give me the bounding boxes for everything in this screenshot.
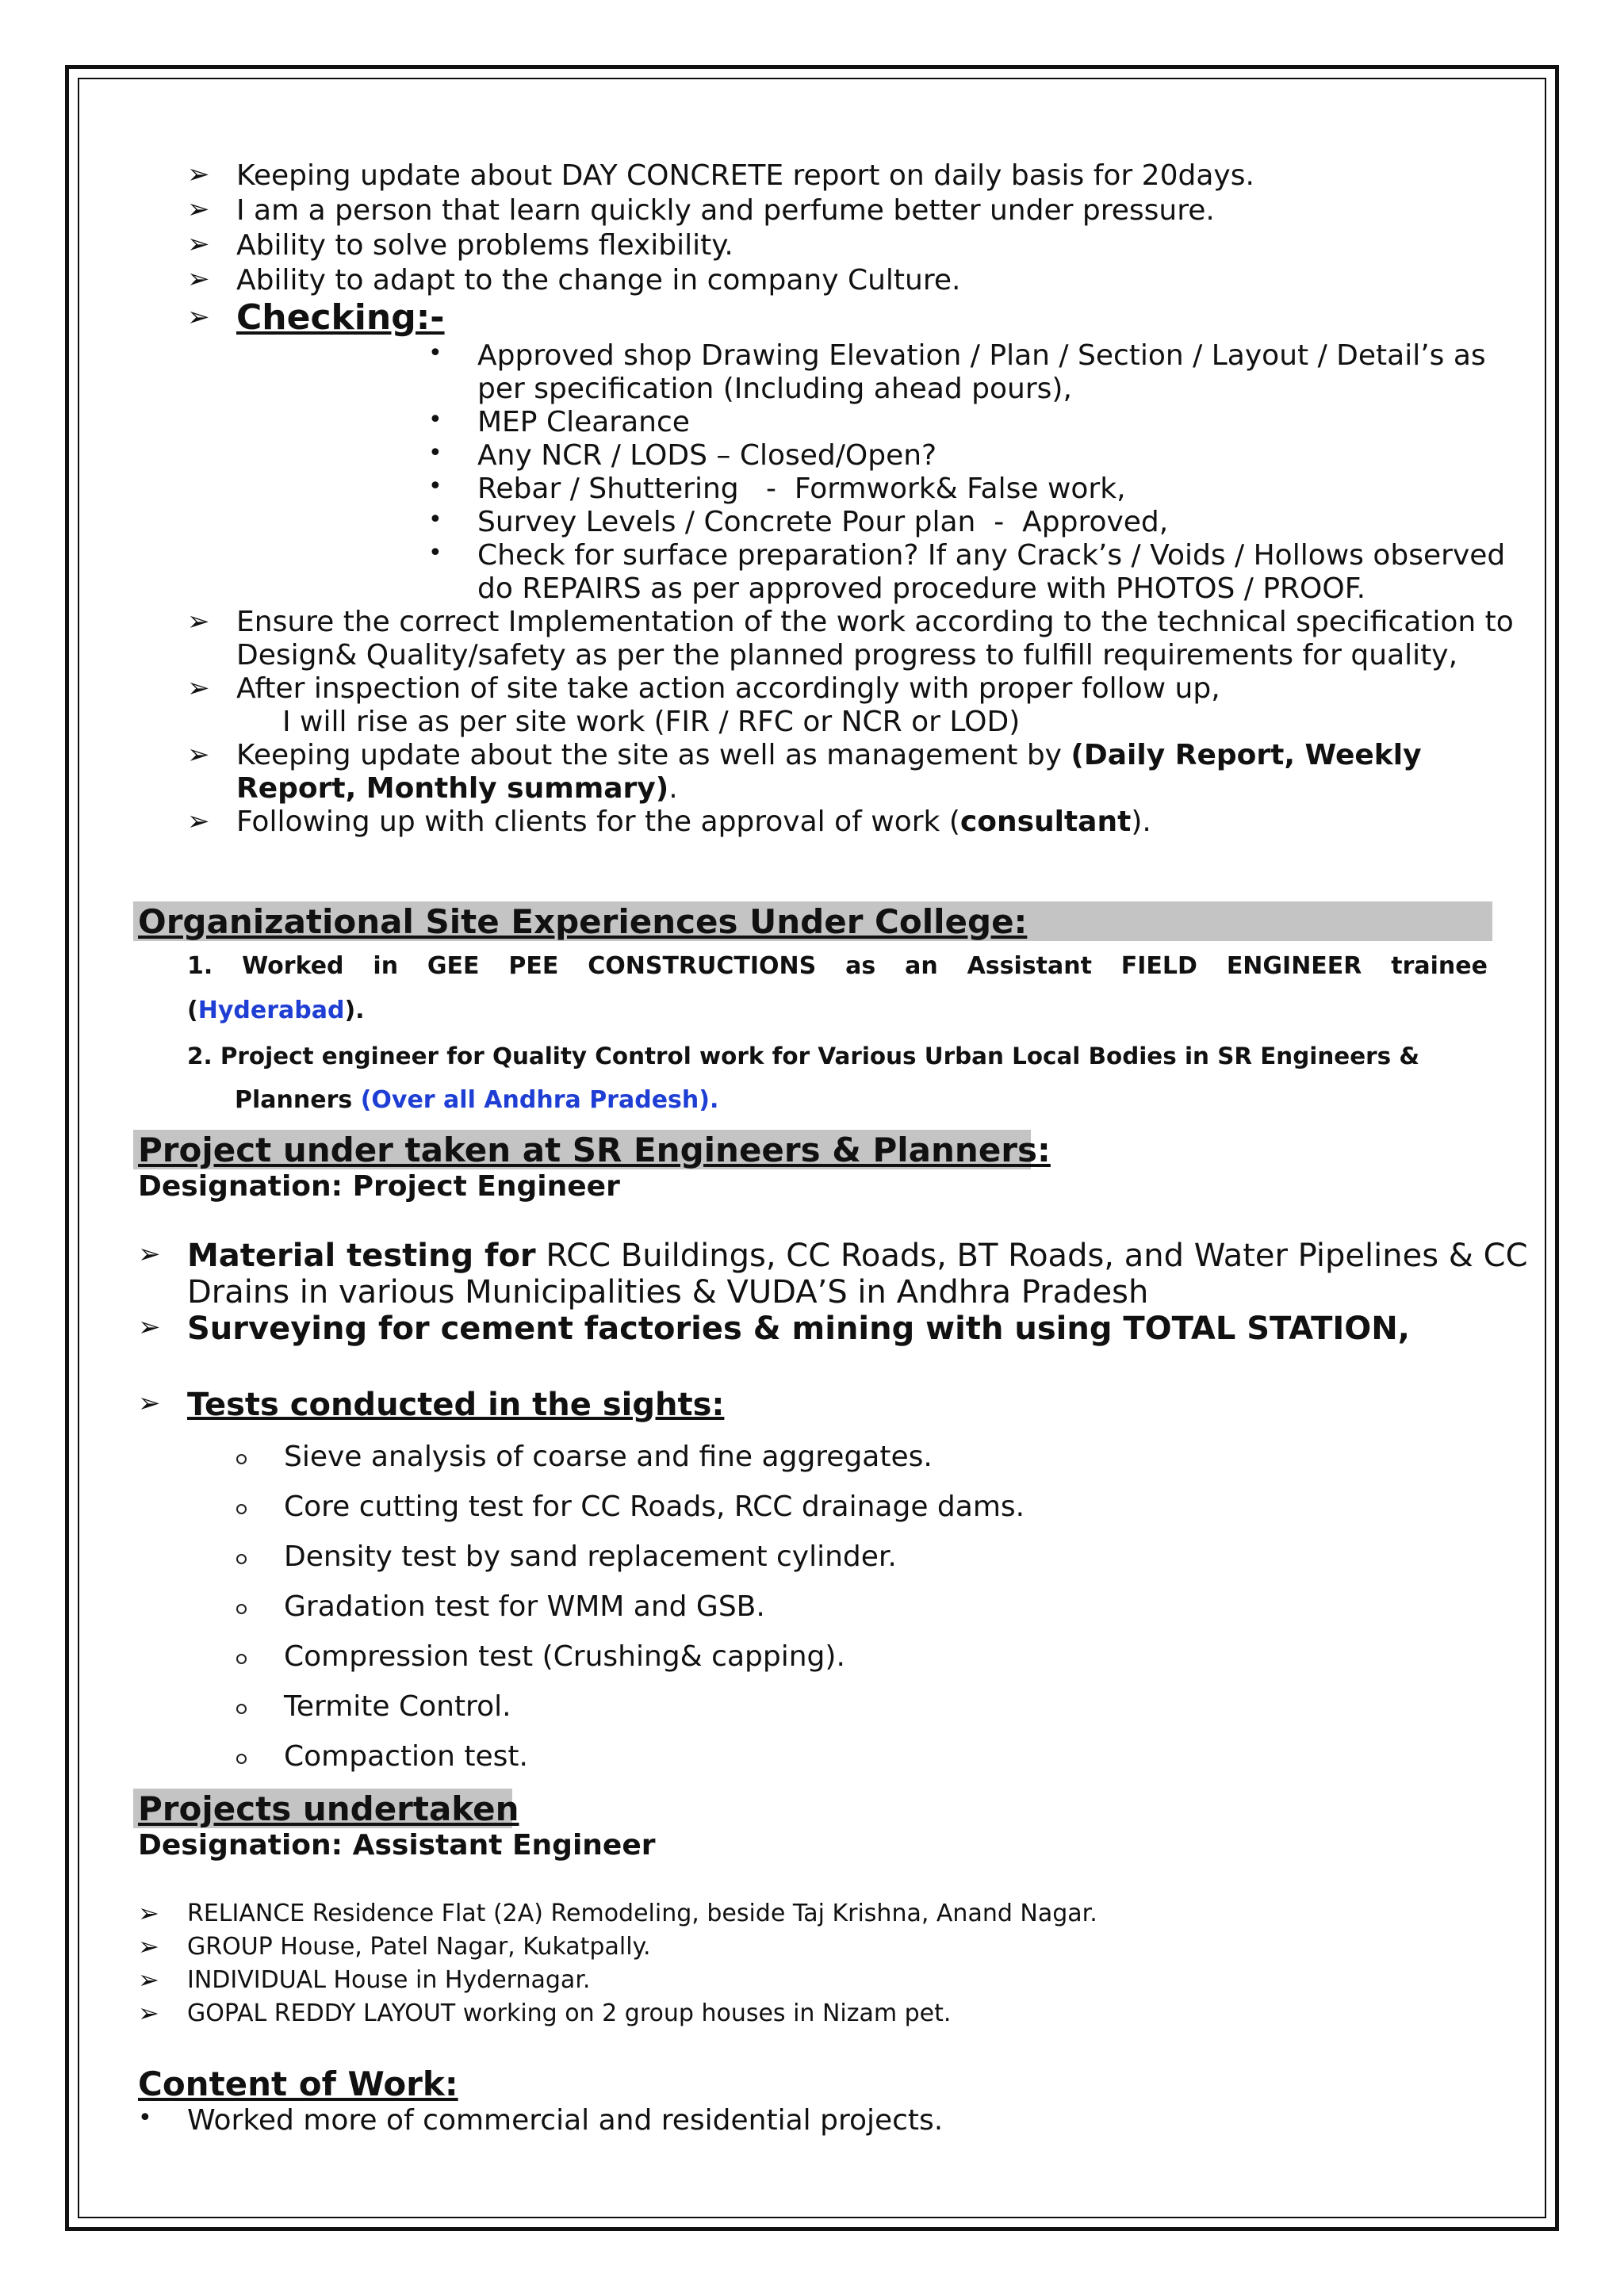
org-item-word: trainee: [1391, 952, 1488, 980]
sr-heading: Project under taken at SR Engineers & Planners:: [138, 1131, 1051, 1169]
arrow-bullet-icon: ➢: [187, 806, 210, 837]
checking-item-line: Any NCR / LODS – Closed/Open?: [477, 439, 937, 472]
org-item-2-text: Planners: [235, 1086, 353, 1114]
project-item: GROUP House, Patel Nagar, Kukatpally.: [187, 1933, 651, 1961]
circle-bullet-icon: [236, 1504, 247, 1514]
checking-item-line: Survey Levels / Concrete Pour plan - Approved,: [477, 506, 1169, 538]
arrow-bullet-icon: ➢: [187, 739, 210, 771]
arrow-bullet-icon: ➢: [138, 1898, 159, 1928]
top-list-item: Ability to solve problems flexibility.: [236, 229, 733, 262]
org-item-1-place: Hyderabad: [197, 997, 345, 1024]
org-item-word: CONSTRUCTIONS: [588, 952, 817, 980]
paren: ).: [344, 997, 365, 1024]
org-item-word: 1.: [187, 952, 213, 980]
after-line: After inspection of site take action accordingly with proper follow up,: [236, 672, 1220, 705]
keeping-text: Keeping update about the site as well as management by: [236, 739, 1071, 771]
test-item: Gradation test for WMM and GSB.: [284, 1590, 765, 1623]
checking-item-line: do REPAIRS as per approved procedure with PHOTOS / PROOF.: [477, 572, 1366, 605]
material-text: RCC Buildings, CC Roads, BT Roads, and Water Pipelines & CC: [535, 1238, 1528, 1274]
org-item-word: as: [845, 952, 876, 980]
org-item-2-line: [235, 1084, 718, 1117]
test-item: Compression test (Crushing& capping).: [284, 1640, 845, 1673]
checking-item-line: MEP Clearance: [477, 406, 690, 438]
dot-bullet-icon: •: [428, 506, 442, 534]
circle-bullet-icon: [236, 1754, 247, 1764]
keeping-bold: (Daily Report, Weekly: [1071, 739, 1422, 771]
org-item-word: PEE: [508, 952, 559, 980]
projects-designation: Designation: Assistant Engineer: [138, 1829, 656, 1862]
checking-item-line: Approved shop Drawing Elevation / Plan / Section / Layout / Detail’s as: [477, 339, 1486, 372]
dot-bullet-icon: •: [428, 439, 442, 467]
tests-heading: Tests conducted in the sights:: [187, 1387, 725, 1423]
arrow-bullet-icon: ➢: [138, 1238, 161, 1270]
material-bold: Material testing for: [187, 1238, 536, 1274]
circle-bullet-icon: [236, 1704, 247, 1714]
arrow-bullet-icon: ➢: [187, 228, 210, 260]
checking-item-line: Rebar / Shuttering - Formwork& False work,: [477, 473, 1126, 505]
top-list-item: I am a person that learn quickly and perfume better under pressure.: [236, 194, 1215, 227]
material-line: [187, 1238, 1528, 1274]
checking-item-line: Check for surface preparation? If any Crack’s / Voids / Hollows observed: [477, 539, 1506, 572]
arrow-bullet-icon: ➢: [187, 193, 210, 225]
checking-item-line: per specification (Including ahead pours),: [477, 373, 1072, 405]
project-item: GOPAL REDDY LAYOUT working on 2 group houses in Nizam pet.: [187, 1999, 952, 2027]
dot-bullet-icon: •: [428, 339, 442, 367]
dot-bullet-icon: •: [428, 406, 442, 434]
org-item-word: Worked: [242, 952, 344, 980]
following-text: ).: [1131, 806, 1151, 838]
org-heading: Organizational Site Experiences Under College:: [138, 902, 1028, 941]
circle-bullet-icon: [236, 1454, 247, 1464]
org-item-word: Assistant: [967, 952, 1092, 980]
keeping-bold: Report, Monthly summary): [236, 772, 669, 805]
sr-designation: Designation: Project Engineer: [138, 1170, 620, 1203]
keeping-line: [236, 739, 1422, 772]
top-list-item: Ability to adapt to the change in company Culture.: [236, 264, 961, 297]
following-line: [236, 806, 1151, 839]
paren: (: [187, 997, 198, 1024]
dot-bullet-icon: •: [428, 473, 442, 500]
content-of-work-heading: Content of Work:: [138, 2064, 458, 2103]
arrow-bullet-icon: ➢: [187, 159, 210, 190]
project-item: INDIVIDUAL House in Hydernagar.: [187, 1966, 591, 1994]
ensure-line: Design& Quality/safety as per the planned progress to fulfill requirements for quality,: [236, 639, 1458, 672]
material-line: Drains in various Municipalities & VUDA’S in Andhra Pradesh: [187, 1274, 1149, 1311]
arrow-bullet-icon: ➢: [138, 1998, 159, 2028]
org-item-1: [187, 950, 1488, 983]
arrow-bullet-icon: ➢: [187, 672, 210, 704]
following-text: Following up with clients for the approval of work (: [236, 806, 960, 838]
arrow-bullet-icon: ➢: [138, 1387, 161, 1419]
circle-bullet-icon: [236, 1604, 247, 1614]
keeping-line: [236, 772, 678, 806]
project-item: RELIANCE Residence Flat (2A) Remodeling, beside Taj Krishna, Anand Nagar.: [187, 1900, 1097, 1927]
test-item: Sieve analysis of coarse and fine aggregates.: [284, 1441, 933, 1473]
content-of-work-item: Worked more of commercial and residential projects.: [187, 2104, 944, 2137]
top-list-item: Keeping update about DAY CONCRETE report on daily basis for 20days.: [236, 159, 1254, 192]
org-item-1-place-line: [187, 994, 365, 1027]
org-item-2-place: (Over all Andhra Pradesh).: [360, 1086, 719, 1114]
org-item-word: ENGINEER: [1226, 952, 1362, 980]
org-item-word: FIELD: [1120, 952, 1197, 980]
checking-heading: Checking:-: [236, 297, 445, 338]
org-item-word: an: [905, 952, 938, 980]
keeping-text: .: [668, 772, 678, 805]
test-item: Core cutting test for CC Roads, RCC drainage dams.: [284, 1490, 1025, 1523]
following-bold: consultant: [959, 806, 1132, 838]
test-item: Compaction test.: [284, 1740, 528, 1773]
arrow-bullet-icon: ➢: [138, 1965, 159, 1995]
arrow-bullet-icon: ➢: [187, 606, 210, 637]
arrow-bullet-icon: ➢: [138, 1931, 159, 1961]
ensure-line: Ensure the correct Implementation of the work according to the technical specification to: [236, 606, 1514, 638]
dot-bullet-icon: •: [428, 539, 442, 567]
arrow-bullet-icon: ➢: [187, 263, 210, 295]
arrow-bullet-icon: ➢: [138, 1311, 161, 1343]
circle-bullet-icon: [236, 1654, 247, 1664]
projects-heading: Projects undertaken: [138, 1789, 519, 1828]
surveying-line: Surveying for cement factories & mining with using TOTAL STATION,: [187, 1311, 1410, 1347]
test-item: Termite Control.: [284, 1690, 511, 1723]
org-item-2-line: 2. Project engineer for Quality Control work for Various Urban Local Bodies in SR Engineers &: [187, 1043, 1419, 1070]
after-line: I will rise as per site work (FIR / RFC or NCR or LOD): [282, 706, 1021, 738]
test-item: Density test by sand replacement cylinder.: [284, 1540, 897, 1573]
org-item-word: GEE: [427, 952, 480, 980]
org-item-word: in: [373, 952, 399, 980]
circle-bullet-icon: [236, 1554, 247, 1564]
dot-bullet-icon: •: [138, 2104, 152, 2132]
arrow-bullet-icon: ➢: [187, 301, 210, 333]
